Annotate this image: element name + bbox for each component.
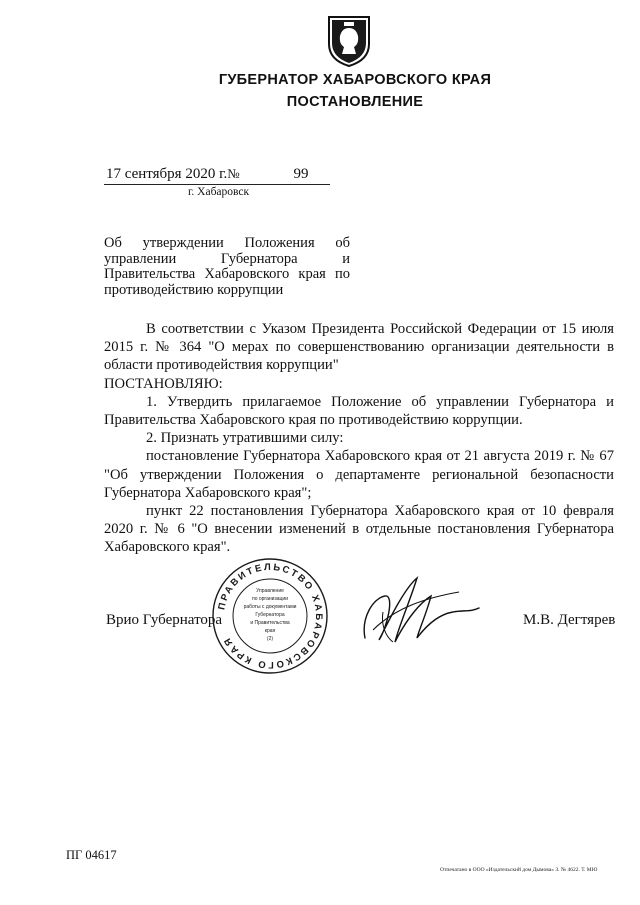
intro-paragraph: В соответствии с Указом Президента Российской Федерации от 15 июля 2015 г. № 364 "О мерах по совершенствованию организации деятельности в области противодействия коррупции": [104, 321, 614, 374]
seal-line: (2): [266, 636, 274, 642]
item-2-subitem-b: пункт 22 постановления Губернатора Хабаровского края от 10 февраля 2020 г. № 6 "О внесении изменений в отдельные постановления Губернатора Хабаровского края".: [104, 503, 614, 556]
decree-word: ПОСТАНОВЛЯЮ:: [104, 375, 223, 392]
document-type: ПОСТАНОВЛЕНИЕ: [286, 94, 424, 110]
date-underline: [104, 184, 330, 185]
item-2: 2. Признать утратившими силу:: [146, 430, 344, 447]
city: г. Хабаровск: [188, 186, 250, 198]
number-sign: №: [227, 166, 240, 181]
issuer-title: ГУБЕРНАТОР ХАБАРОВСКОГО КРАЯ: [218, 72, 492, 88]
coat-of-arms-icon: [326, 14, 372, 68]
seal-line: по организации: [251, 596, 289, 602]
document-id: ПГ 04617: [66, 848, 117, 862]
seal-line: Управление: [256, 588, 284, 594]
signatory-position: Врио Губернатора: [106, 612, 223, 628]
document-body: [104, 320, 614, 557]
document-title: Об утверждении Положения об управлении Губернатора и Правительства Хабаровского края по противодействию коррупции: [104, 235, 350, 298]
document-date: 17 сентября 2020 г.: [106, 166, 228, 182]
printer-imprint: Отпечатано в ООО «Издательский дом Дымова» З. № 4622. Т. МЮ: [440, 867, 598, 873]
seal-line: и Правительства: [250, 620, 290, 626]
document-number: 99: [293, 166, 309, 182]
seal-line: работы с документами: [243, 604, 297, 610]
item-1: 1. Утвердить прилагаемое Положение об управлении Губернатора и Правительства Хабаровского края по противодействию коррупции.: [104, 393, 614, 429]
item-2-subitem-a: постановление Губернатора Хабаровского края от 21 августа 2019 г. № 67 "Об утверждении Положения о департаменте региональной безопасности Губернатора Хабаровского края";: [104, 448, 614, 501]
seal-line: Губернатора: [255, 612, 285, 618]
official-seal-icon: [210, 556, 330, 676]
seal-ring-text: ПРАВИТЕЛЬСТВО ХАБАРОВСКОГО КРАЯ: [216, 561, 325, 671]
date-number-line: [106, 166, 308, 183]
handwritten-signature-icon: [355, 568, 485, 658]
seal-line: края: [264, 628, 276, 634]
signatory-name: М.В. Дегтярев: [523, 612, 616, 628]
